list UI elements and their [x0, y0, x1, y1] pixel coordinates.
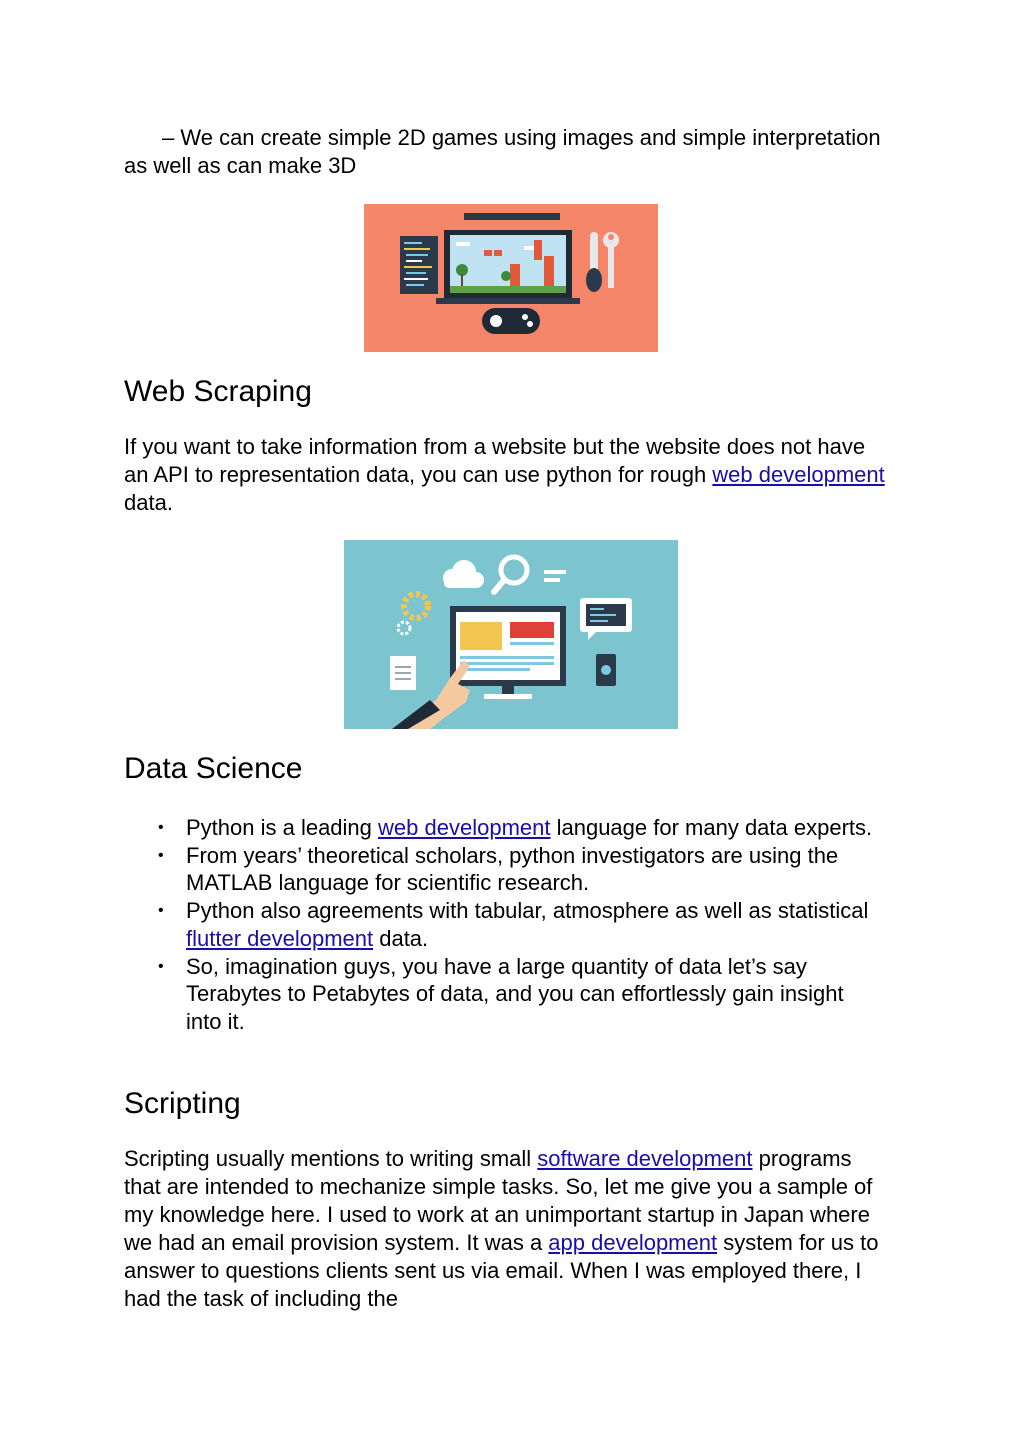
heading-scripting: Scripting: [124, 1087, 241, 1120]
intro-paragraph: – We can create simple 2D games using images and simple interpretation as well as can make 3D: [124, 125, 881, 178]
game-development-illustration: [364, 204, 658, 352]
heading-data-science: Data Science: [124, 752, 303, 785]
app-development-link[interactable]: app development: [548, 1230, 718, 1255]
list-item: • Python is a leading web development language for many data experts.: [158, 815, 873, 840]
scripting-paragraph: Scripting usually mentions to writing small software development programs that are intended to mechanize simple tasks. So, let me give you a sample of my knowledge here. I used to work at an unimportant startup in Japan where we had an email provision system. It was a app development system for us to answer to questions clients sent us via email. When I was employed there, I had the task of including the: [124, 1146, 879, 1311]
list-item: • So, imagination guys, you have a large quantity of data let’s say Terabytes to Petabytes of data, and you can effortlessly gain insight into it.: [158, 953, 844, 1034]
web-scraping-illustration: [344, 540, 678, 729]
bullet-icon: •: [158, 957, 164, 975]
web-development-link[interactable]: web development: [378, 815, 551, 840]
bullet-icon: •: [158, 819, 164, 836]
bullet-icon: •: [158, 902, 164, 920]
list-item: • From years’ theoretical scholars, python investigators are using the MATLAB language for scientific research.: [158, 842, 839, 896]
bullet-icon: •: [158, 846, 164, 864]
web-illustration-svg: [344, 540, 678, 729]
web-development-link[interactable]: web development: [712, 462, 885, 487]
list-item: • Python also agreements with tabular, atmosphere as well as statistical flutter development data.: [158, 898, 869, 951]
flutter-development-link[interactable]: flutter development: [186, 925, 374, 951]
software-development-link[interactable]: software development: [537, 1146, 753, 1171]
heading-web-scraping: Web Scraping: [124, 375, 312, 408]
game-illustration-svg: [364, 204, 658, 352]
data-science-list: [124, 814, 884, 1036]
web-scraping-paragraph: If you want to take information from a website but the website does not have an API to representation data, you can use python for rough web development data.: [124, 434, 885, 515]
